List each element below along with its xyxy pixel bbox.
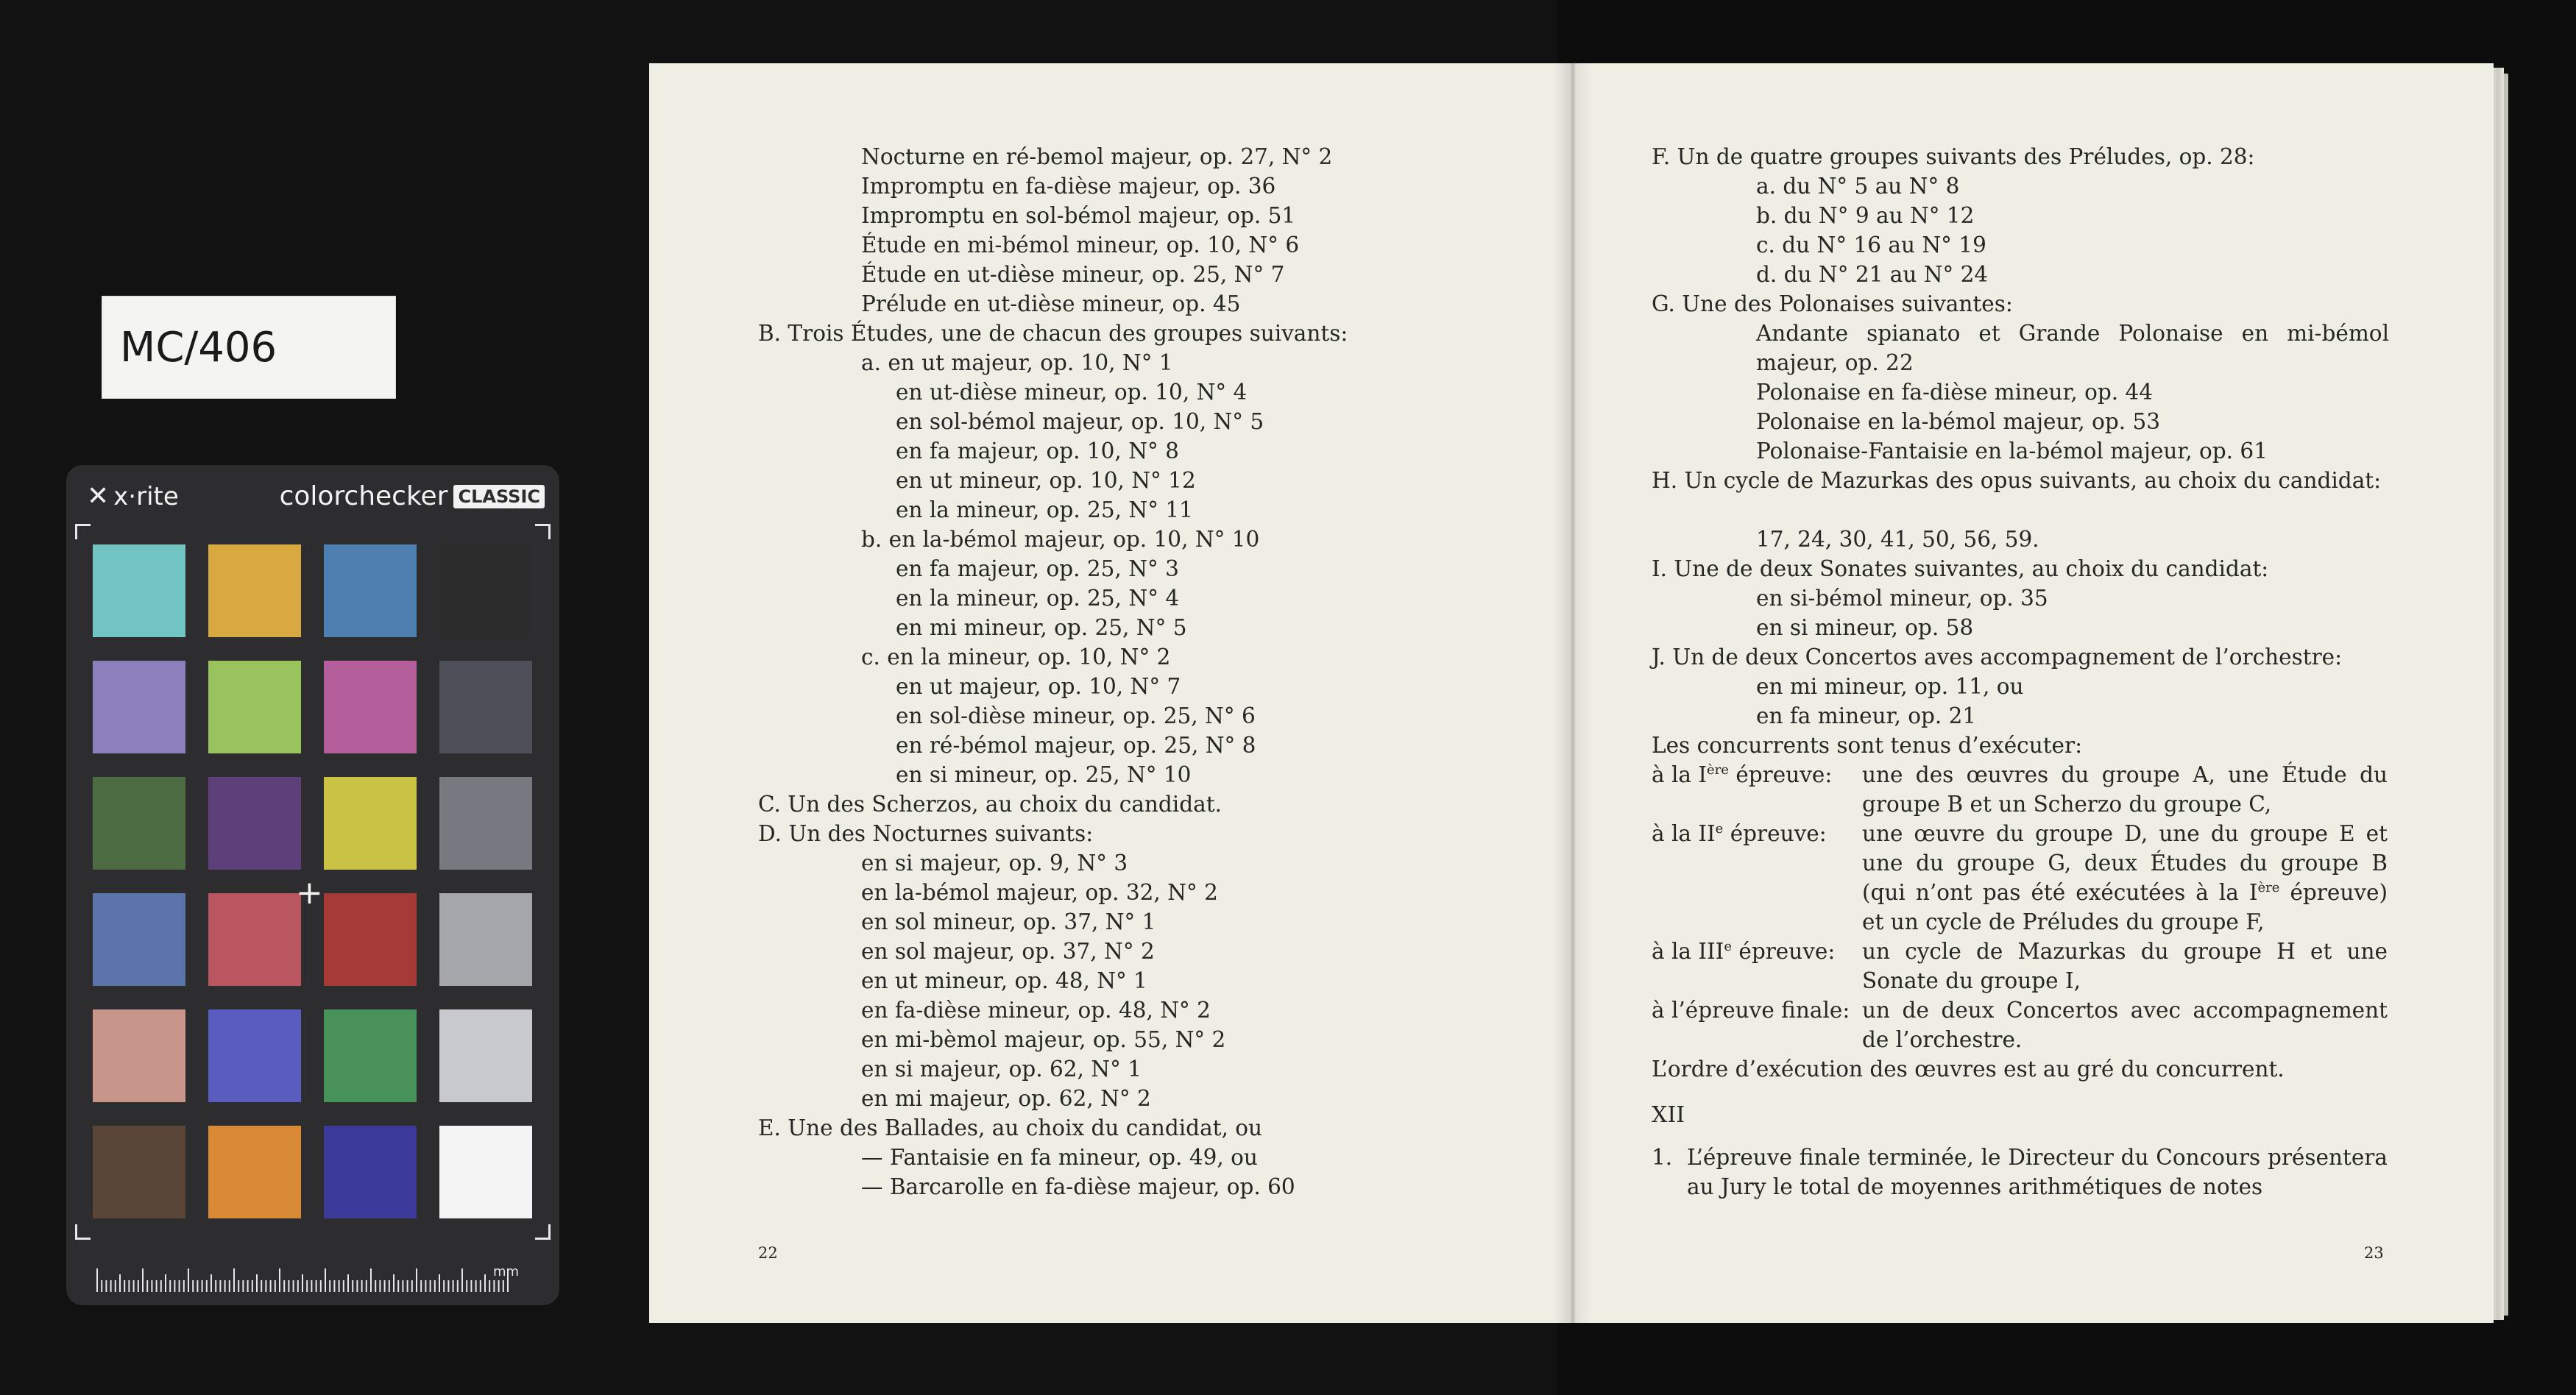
text-line: en si majeur, op. 62, N° 1 <box>861 1057 1142 1082</box>
section-heading: C. Un des Scherzos, au choix du candidat. <box>758 792 1222 817</box>
text-line: en la mineur, op. 25, N° 11 <box>896 497 1193 522</box>
color-swatch <box>324 893 417 986</box>
text-line: en fa-dièse mineur, op. 48, N° 2 <box>861 998 1211 1023</box>
item-text: L’épreuve finale terminée, le Directeur du Concours présentera au Jury le total de moyennes arithmétiques de notes <box>1687 1145 2388 1199</box>
text-line: Polonaise en fa-dièse mineur, op. 44 <box>1756 380 2154 405</box>
text-line: en sol-bémol majeur, op. 10, N° 5 <box>896 409 1264 434</box>
color-swatch <box>208 1126 301 1218</box>
text-line: en fa mineur, op. 21 <box>1756 703 1977 728</box>
text-line: Andante spianato et Grande Polonaise en mi-bémol majeur, op. 22 <box>1756 321 2389 375</box>
page-number: 22 <box>758 1244 778 1262</box>
color-swatch <box>439 777 532 870</box>
text-line: Prélude en ut-dièse mineur, op. 45 <box>861 291 1241 316</box>
text-line: en si mineur, op. 58 <box>1756 615 1974 640</box>
text-line: en fa majeur, op. 10, N° 8 <box>896 439 1179 464</box>
round-label-text: à la II <box>1652 821 1716 846</box>
book-page-right <box>1572 63 2494 1323</box>
text-line: Polonaise-Fantaisie en la-bémol majeur, op. 61 <box>1756 439 2268 464</box>
color-swatch <box>439 661 532 753</box>
text-line: b. du N° 9 au N° 12 <box>1756 203 1975 228</box>
color-swatch <box>208 893 301 986</box>
color-swatch <box>208 1009 301 1102</box>
crosshair-icon: + <box>296 874 323 912</box>
section-heading: F. Un de quatre groupes suivants des Préludes, op. 28: <box>1652 144 2255 169</box>
colorchecker-logo <box>280 481 545 511</box>
order-note: L’ordre d’exécution des œuvres est au gré du concurrent. <box>1652 1057 2285 1082</box>
ruler-unit-label: mm <box>493 1264 520 1279</box>
section-heading: G. Une des Polonaises suivantes: <box>1652 291 2013 316</box>
text-line: c. en la mineur, op. 10, N° 2 <box>861 645 1171 670</box>
xrite-logo <box>87 481 179 511</box>
color-swatch <box>93 1009 185 1102</box>
round-label-2 <box>1652 820 1827 849</box>
page-edge <box>2504 74 2508 1316</box>
text-line: en si mineur, op. 25, N° 10 <box>896 762 1192 787</box>
round-text-2 <box>1862 820 2388 937</box>
book-gutter <box>1553 63 1591 1323</box>
round-label-text: à la III <box>1652 939 1724 964</box>
catalogue-label: MC/406 <box>102 296 396 399</box>
text-line: en ut majeur, op. 10, N° 7 <box>896 674 1181 699</box>
round-text-sup: ère <box>2257 879 2280 895</box>
xrite-mark-icon: ✕ <box>87 481 110 511</box>
color-swatch <box>93 544 185 637</box>
text-line: en sol mineur, op. 37, N° 1 <box>861 909 1156 934</box>
text-line: en ut-dièse mineur, op. 10, N° 4 <box>896 380 1248 405</box>
color-swatch <box>93 661 185 753</box>
color-swatch <box>208 777 301 870</box>
corner-mark-icon <box>535 1224 551 1240</box>
colorchecker-edition-badge: CLASSIC <box>453 485 545 508</box>
text-line: en mi mineur, op. 25, N° 5 <box>896 615 1187 640</box>
color-swatch <box>208 661 301 753</box>
page-edge <box>2494 68 2504 1320</box>
text-line: Nocturne en ré-bemol majeur, op. 27, N° 2 <box>861 144 1333 169</box>
text-line: en fa majeur, op. 25, N° 3 <box>896 556 1179 581</box>
xrite-brand-text: x·rite <box>113 481 179 511</box>
color-swatch <box>93 893 185 986</box>
round-label-text: à la I <box>1652 762 1708 787</box>
color-swatch <box>324 1126 417 1218</box>
round-label-text: épreuve: <box>1731 939 1836 964</box>
text-line: en ut mineur, op. 48, N° 1 <box>861 968 1147 993</box>
color-checker-card <box>66 465 559 1305</box>
text-line: — Fantaisie en fa mineur, op. 49, ou <box>861 1145 1258 1170</box>
colorchecker-product-text: colorchecker <box>279 481 448 511</box>
color-swatch <box>439 1126 532 1218</box>
round-label-text: épreuve: <box>1728 762 1833 787</box>
text-line: c. du N° 16 au N° 19 <box>1756 232 1986 258</box>
text-line: en ré-bémol majeur, op. 25, N° 8 <box>896 733 1256 758</box>
corner-mark-icon <box>75 524 91 539</box>
color-swatch <box>93 1126 185 1218</box>
section-number: XII <box>1652 1102 1685 1128</box>
color-swatch <box>324 777 417 870</box>
round-text: épreuve) et un cycle de Préludes du groupe F, <box>1862 879 2388 934</box>
section-heading: J. Un de deux Concertos aves accompagnement de l’orchestre: <box>1652 645 2343 670</box>
color-swatch <box>439 893 532 986</box>
section-heading: E. Une des Ballades, au choix du candidat, ou <box>758 1115 1263 1140</box>
round-label-3 <box>1652 937 1835 967</box>
text-line: Impromptu en sol-bémol majeur, op. 51 <box>861 203 1296 228</box>
text-line: en sol-dièse mineur, op. 25, N° 6 <box>896 703 1256 728</box>
text-line: en si-bémol mineur, op. 35 <box>1756 586 2048 611</box>
section-heading: H. Un cycle de Mazurkas des opus suivants, au choix du candidat: <box>1652 468 2382 493</box>
item-number: 1. <box>1652 1145 1673 1170</box>
text-line: Étude en ut-dièse mineur, op. 25, N° 7 <box>861 262 1285 287</box>
text-line: Polonaise en la-bémol majeur, op. 53 <box>1756 409 2161 434</box>
round-label-final: à l’épreuve finale: <box>1652 998 1850 1023</box>
text-line: en la mineur, op. 25, N° 4 <box>896 586 1180 611</box>
section-heading: D. Un des Nocturnes suivants: <box>758 821 1094 846</box>
text-line: a. en ut majeur, op. 10, N° 1 <box>861 350 1173 375</box>
text-line: en la-bémol majeur, op. 32, N° 2 <box>861 880 1218 905</box>
book-page-left <box>649 63 1572 1323</box>
round-text-final: un de deux Concertos avec accompagnement de l’orchestre. <box>1862 998 2388 1052</box>
text-line: a. du N° 5 au N° 8 <box>1756 174 1960 199</box>
text-line: 17, 24, 30, 41, 50, 56, 59. <box>1756 527 2039 552</box>
round-label-sup: e <box>1724 939 1732 954</box>
page-number: 23 <box>2364 1244 2384 1262</box>
color-swatch <box>439 1009 532 1102</box>
text-line: en sol majeur, op. 37, N° 2 <box>861 939 1155 964</box>
section-heading: I. Une de deux Sonates suivantes, au choix du candidat: <box>1652 556 2269 581</box>
corner-mark-icon <box>535 524 551 539</box>
text-line: en mi-bèmol majeur, op. 55, N° 2 <box>861 1027 1226 1052</box>
color-swatch <box>439 544 532 637</box>
text-line: en mi majeur, op. 62, N° 2 <box>861 1086 1151 1111</box>
round-text-3: un cycle de Mazurkas du groupe H et une Sonate du groupe I, <box>1862 939 2388 993</box>
text-line: — Barcarolle en fa-dièse majeur, op. 60 <box>861 1174 1295 1199</box>
text-line: d. du N° 21 au N° 24 <box>1756 262 1989 287</box>
round-text-1: une des œuvres du groupe A, une Étude du groupe B et un Scherzo du groupe C, <box>1862 762 2388 817</box>
text-line: en si majeur, op. 9, N° 3 <box>861 851 1128 876</box>
color-swatch <box>324 544 417 637</box>
text-line: en mi mineur, op. 11, ou <box>1756 674 2024 699</box>
text-line: Impromptu en fa-dièse majeur, op. 36 <box>861 174 1276 199</box>
color-swatch <box>324 661 417 753</box>
color-swatch <box>324 1009 417 1102</box>
round-label-sup: e <box>1715 821 1724 837</box>
ruler-scale <box>96 1267 515 1292</box>
round-label-1 <box>1652 761 1832 790</box>
text-line: b. en la-bémol majeur, op. 10, N° 10 <box>861 527 1260 552</box>
round-label-sup: ère <box>1707 762 1729 778</box>
color-swatch <box>93 777 185 870</box>
round-label-text: épreuve: <box>1723 821 1827 846</box>
corner-mark-icon <box>75 1224 91 1240</box>
color-swatch <box>208 544 301 637</box>
round-text: une œuvre du groupe D, une du groupe E et une du groupe G, deux Études du groupe B (qui n’ont pas été exécutées à la I <box>1862 821 2388 905</box>
text-line: Les concurrents sont tenus d’exécuter: <box>1652 733 2083 758</box>
text-line: en ut mineur, op. 10, N° 12 <box>896 468 1196 493</box>
section-heading: B. Trois Études, une de chacun des groupes suivants: <box>758 321 1348 346</box>
text-line: Étude en mi-bémol mineur, op. 10, N° 6 <box>861 232 1300 258</box>
